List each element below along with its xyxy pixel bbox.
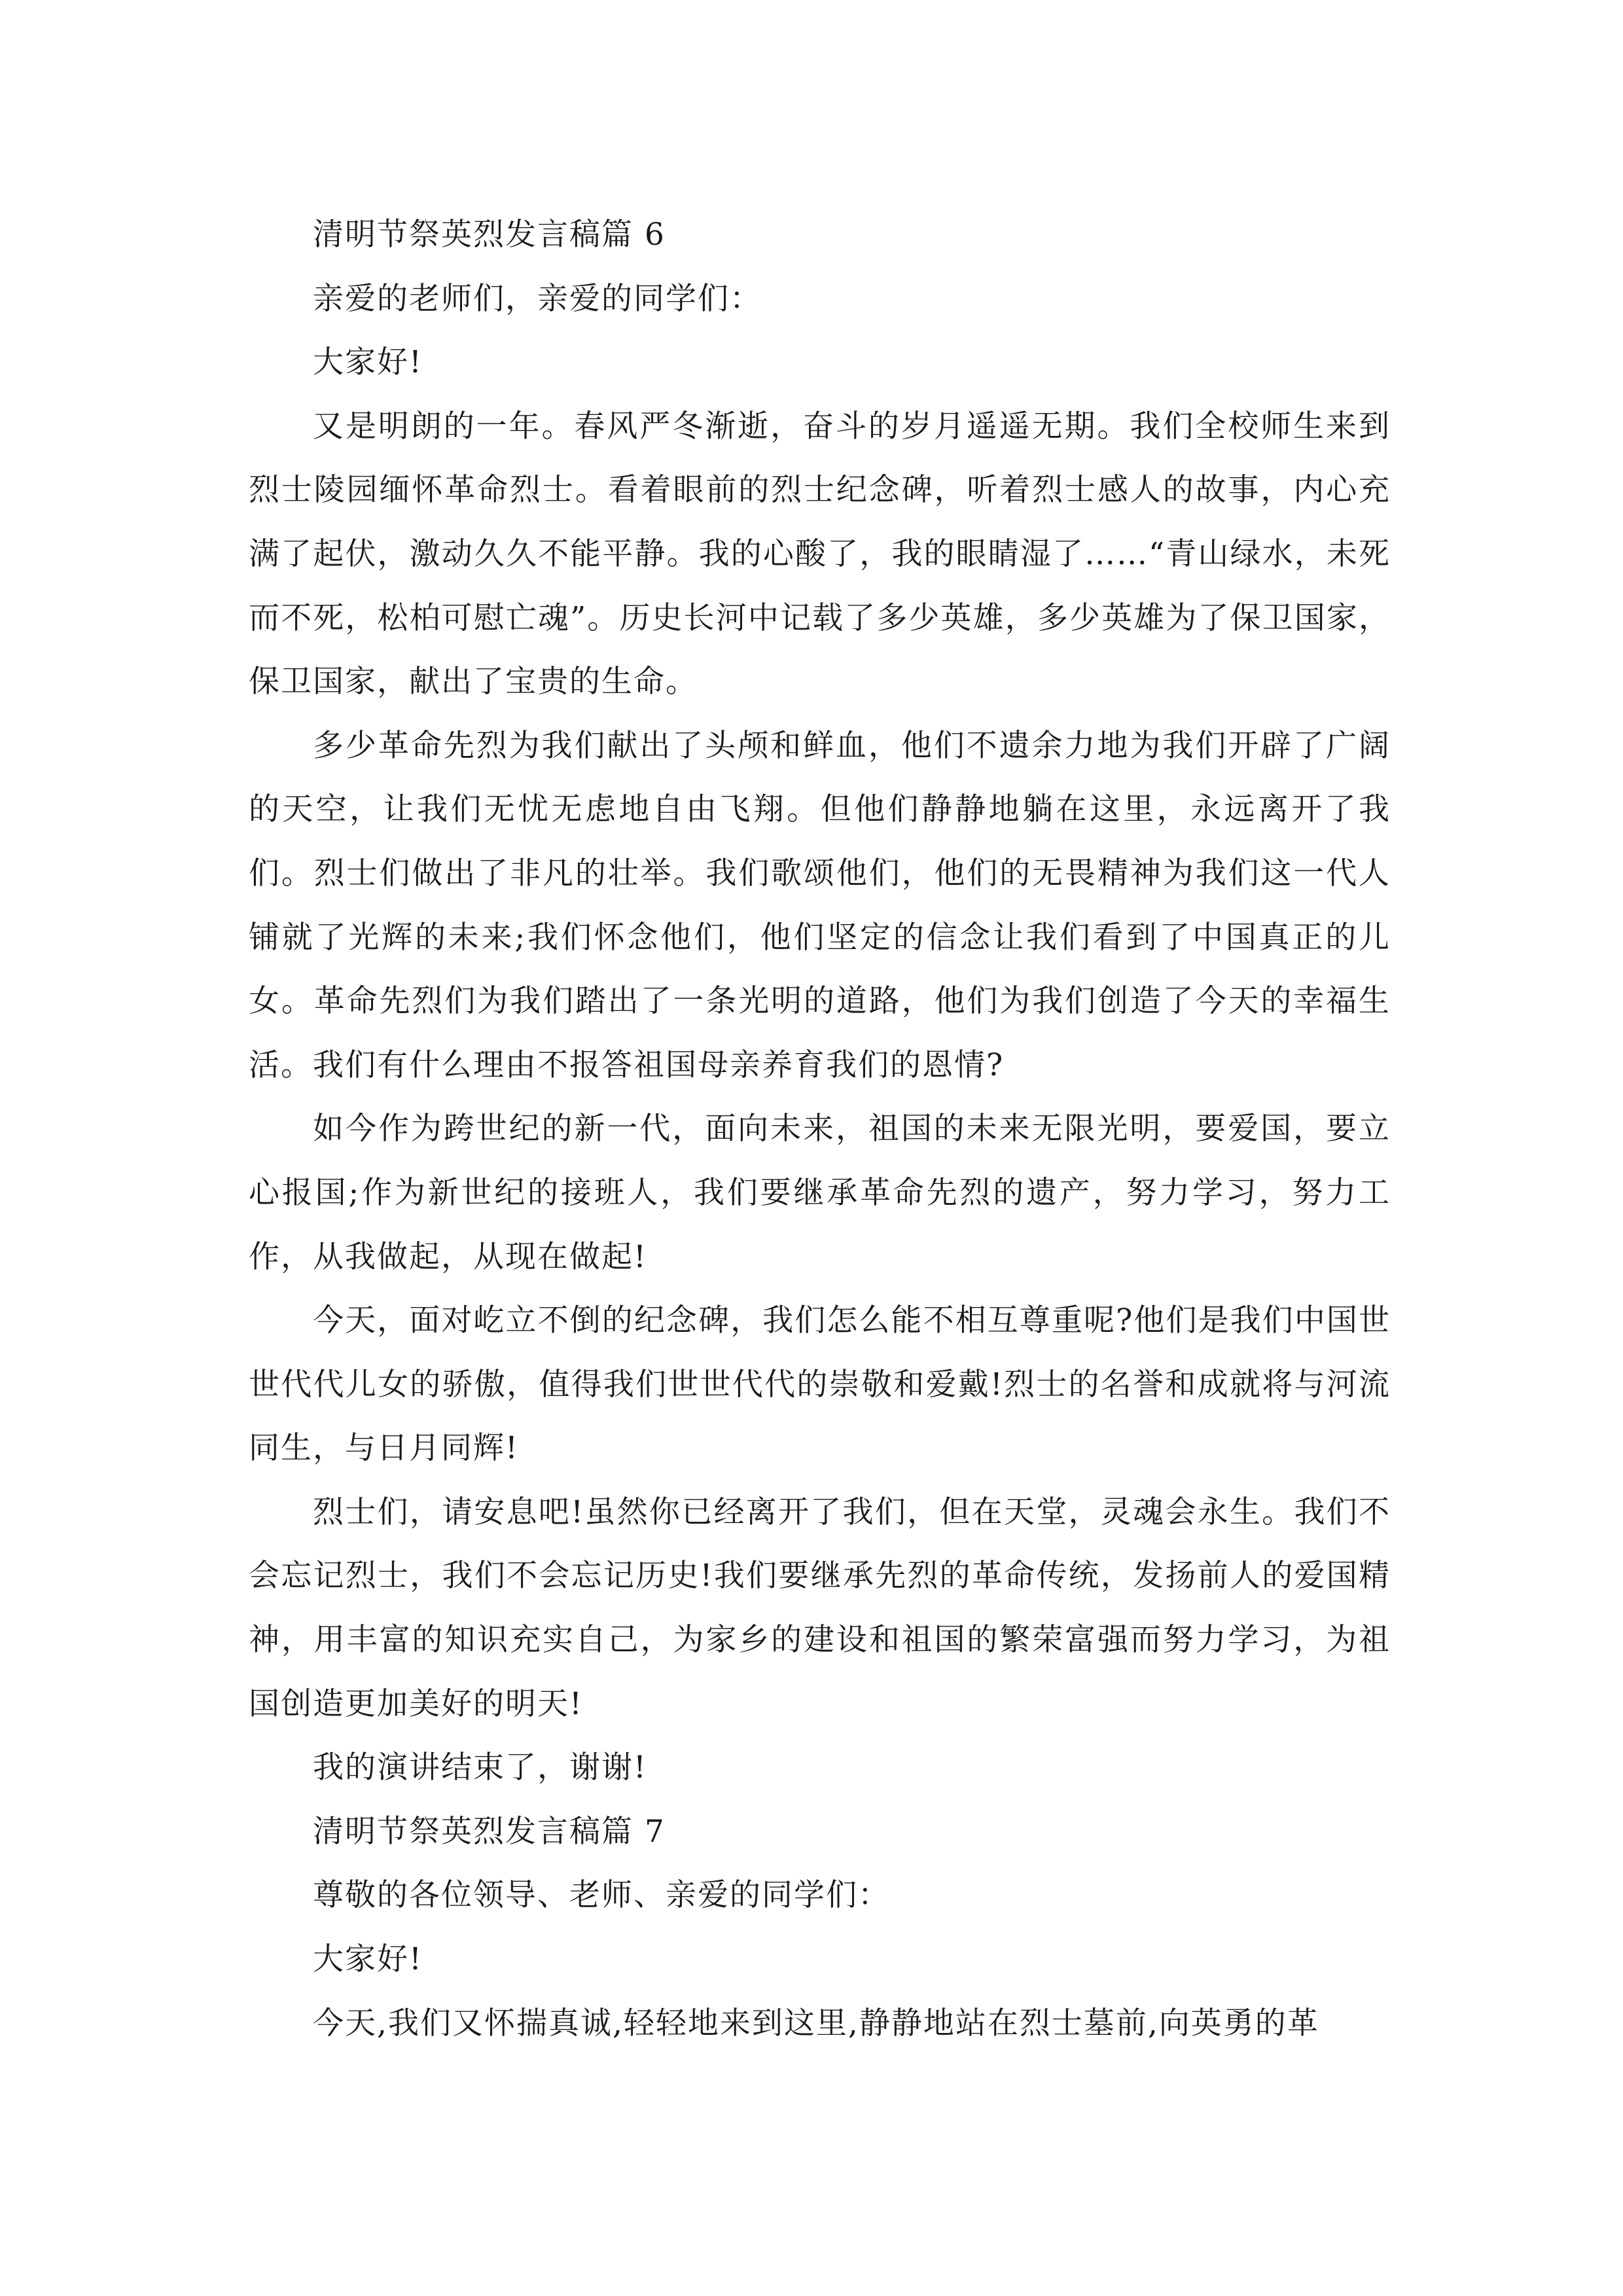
section-heading-6: 清明节祭英烈发言稿篇 6 bbox=[313, 217, 666, 253]
salutation: 亲爱的老师们，亲爱的同学们： bbox=[313, 280, 762, 317]
closing-line: 我的演讲结束了，谢谢! bbox=[313, 1749, 647, 1786]
body-paragraph: 如今作为跨世纪的新一代，面向未来，祖国的未来无限光明，要爱国，要立心报国;作为新世纪的接班人，我们要继承革命先烈的遗产，努力学习，努力工作，从我做起，从现在做起! bbox=[249, 1111, 1391, 1275]
salutation: 尊敬的各位领导、老师、亲爱的同学们： bbox=[313, 1877, 890, 1914]
document-body bbox=[249, 203, 1391, 2055]
body-paragraph: 多少革命先烈为我们献出了头颅和鲜血，他们不遗余力地为我们开辟了广阔的天空，让我们无忧无虑地自由飞翔。但他们静静地躺在这里，永远离开了我们。烈士们做出了非凡的壮举。我们歌颂他们，他们的无畏精神为我们这一代人铺就了光辉的未来;我们怀念他们，他们坚定的信念让我们看到了中国真正的儿女。革命先烈们为我们踏出了一条光明的道路，他们为我们创造了今天的幸福生活。我们有什么理由不报答祖国母亲养育我们的恩情? bbox=[249, 727, 1391, 1083]
section-heading-7: 清明节祭英烈发言稿篇 7 bbox=[313, 1813, 666, 1850]
body-paragraph: 今天，面对屹立不倒的纪念碑，我们怎么能不相互尊重呢?他们是我们中国世世代代儿女的骄傲，值得我们世世代代的崇敬和爱戴!烈士的名誉和成就将与河流同生，与日月同辉! bbox=[249, 1302, 1391, 1467]
body-paragraph: 烈士们，请安息吧!虽然你已经离开了我们，但在天堂，灵魂会永生。我们不会忘记烈士，我们不会忘记历史!我们要继承先烈的革命传统，发扬前人的爱国精神，用丰富的知识充实自己，为家乡的建设和祖国的繁荣富强而努力学习，为祖国创造更加美好的明天! bbox=[249, 1494, 1391, 1722]
body-paragraph: 又是明朗的一年。春风严冬渐逝，奋斗的岁月遥遥无期。我们全校师生来到烈士陵园缅怀革命烈士。看着眼前的烈士纪念碑，听着烈士感人的故事，内心充满了起伏，激动久久不能平静。我的心酸了，我的眼睛湿了……“青山绿水，未死而不死，松柏可慰亡魂”。历史长河中记载了多少英雄，多少英雄为了保卫国家，保卫国家，献出了宝贵的生命。 bbox=[249, 408, 1391, 700]
body-paragraph: 今天,我们又怀揣真诚,轻轻地来到这里,静静地站在烈士墓前,向英勇的革 bbox=[313, 2005, 1319, 2041]
greeting: 大家好! bbox=[313, 344, 423, 381]
greeting: 大家好! bbox=[313, 1941, 423, 1978]
